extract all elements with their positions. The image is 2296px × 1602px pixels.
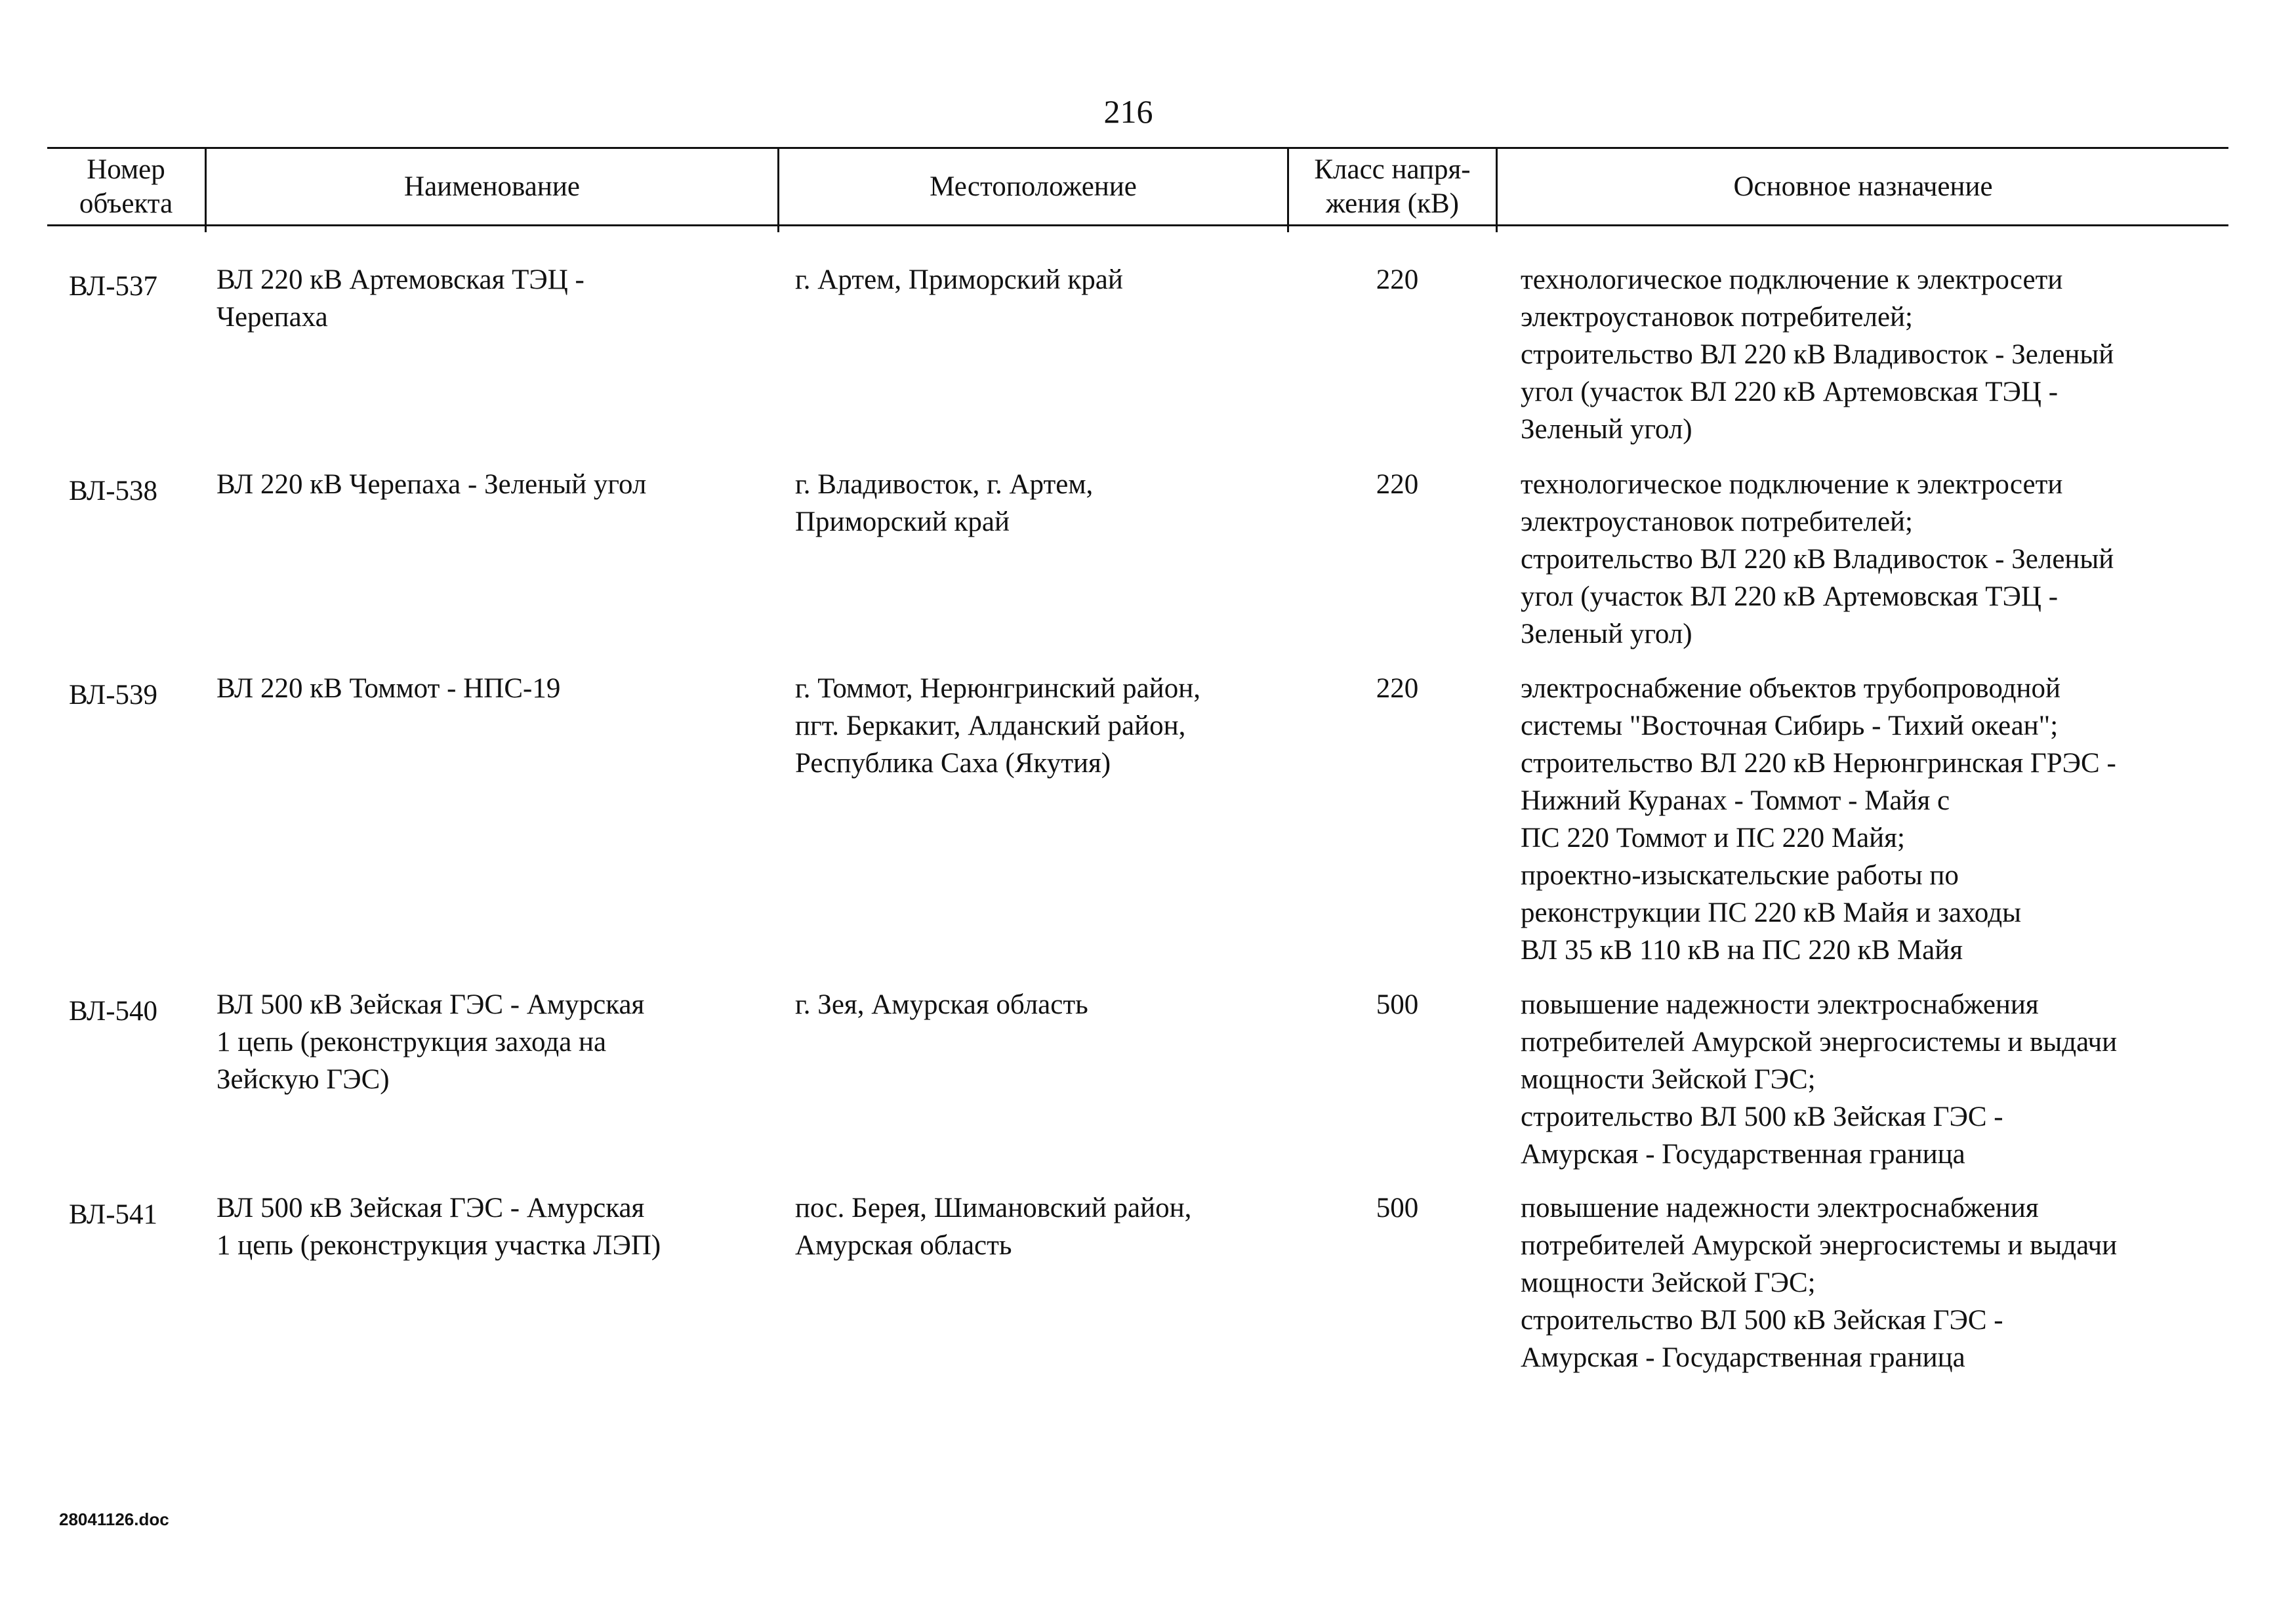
object-location: пос. Берея, Шимановский район, Амурская область bbox=[795, 1193, 1192, 1261]
object-number: ВЛ-538 bbox=[69, 476, 158, 506]
page-number: 216 bbox=[1103, 93, 1153, 130]
object-purpose: технологическое подключение к электросети электроустановок потребителей; строительство ВЛ 220 кВ Владивосток - Зеленый угол (участок ВЛ 220 кВ Артемовская ТЭЦ - Зеленый угол) bbox=[1521, 264, 2114, 445]
object-voltage: 220 bbox=[1376, 264, 1419, 295]
object-name: ВЛ 220 кВ Артемовская ТЭЦ - Черепаха bbox=[216, 264, 584, 333]
object-purpose: повышение надежности электроснабжения потребителей Амурской энергосистемы и выдачи мощности Зейской ГЭС; строительство ВЛ 500 кВ Зейская ГЭС - Амурская - Государственная граница bbox=[1521, 989, 2118, 1170]
object-voltage: 220 bbox=[1376, 469, 1419, 500]
object-name: ВЛ 500 кВ Зейская ГЭС - Амурская 1 цепь (реконструкция захода на Зейскую ГЭС) bbox=[216, 989, 645, 1095]
header-name: Наименование bbox=[404, 171, 580, 202]
header-object-number: Номер объекта bbox=[79, 154, 173, 219]
object-location: г. Зея, Амурская область bbox=[795, 989, 1088, 1020]
object-name: ВЛ 220 кВ Томмот - НПС-19 bbox=[216, 673, 561, 704]
object-purpose: повышение надежности электроснабжения потребителей Амурской энергосистемы и выдачи мощности Зейской ГЭС; строительство ВЛ 500 кВ Зейская ГЭС - Амурская - Государственная граница bbox=[1521, 1193, 2118, 1373]
object-purpose: технологическое подключение к электросети электроустановок потребителей; строительство ВЛ 220 кВ Владивосток - Зеленый угол (участок ВЛ 220 кВ Артемовская ТЭЦ - Зеленый угол) bbox=[1521, 469, 2114, 649]
object-number: ВЛ-539 bbox=[69, 680, 158, 710]
object-number: ВЛ-540 bbox=[69, 996, 158, 1027]
object-location: г. Артем, Приморский край bbox=[795, 264, 1123, 295]
header-voltage-class: Класс напря- жения (кВ) bbox=[1314, 154, 1471, 219]
header-purpose: Основное назначение bbox=[1733, 171, 1993, 202]
header-location: Местоположение bbox=[930, 171, 1137, 202]
object-name: ВЛ 500 кВ Зейская ГЭС - Амурская 1 цепь (реконструкция участка ЛЭП) bbox=[216, 1193, 661, 1261]
object-number: ВЛ-537 bbox=[69, 271, 158, 302]
object-name: ВЛ 220 кВ Черепаха - Зеленый угол bbox=[216, 469, 647, 500]
object-voltage: 500 bbox=[1376, 989, 1419, 1020]
object-voltage: 500 bbox=[1376, 1193, 1419, 1223]
object-voltage: 220 bbox=[1376, 673, 1419, 704]
object-location: г. Владивосток, г. Артем, Приморский край bbox=[795, 469, 1094, 537]
object-purpose: электроснабжение объектов трубопроводной системы "Восточная Сибирь - Тихий океан"; строительство ВЛ 220 кВ Нерюнгринская ГРЭС - Нижний Куранах - Томмот - Майя с ПС 220 Томмот и ПС 220 Майя; проектно-изыскательские работы по реконструкции ПС 220 кВ Майя и заходы ВЛ 35 кВ 110 кВ на ПС 220 кВ Майя bbox=[1521, 673, 2116, 966]
document-filename: 28041126.doc bbox=[59, 1510, 169, 1529]
object-location: г. Томмот, Нерюнгринский район, пгт. Беркакит, Алданский район, Республика Саха (Якутия) bbox=[795, 673, 1200, 779]
object-number: ВЛ-541 bbox=[69, 1199, 158, 1230]
